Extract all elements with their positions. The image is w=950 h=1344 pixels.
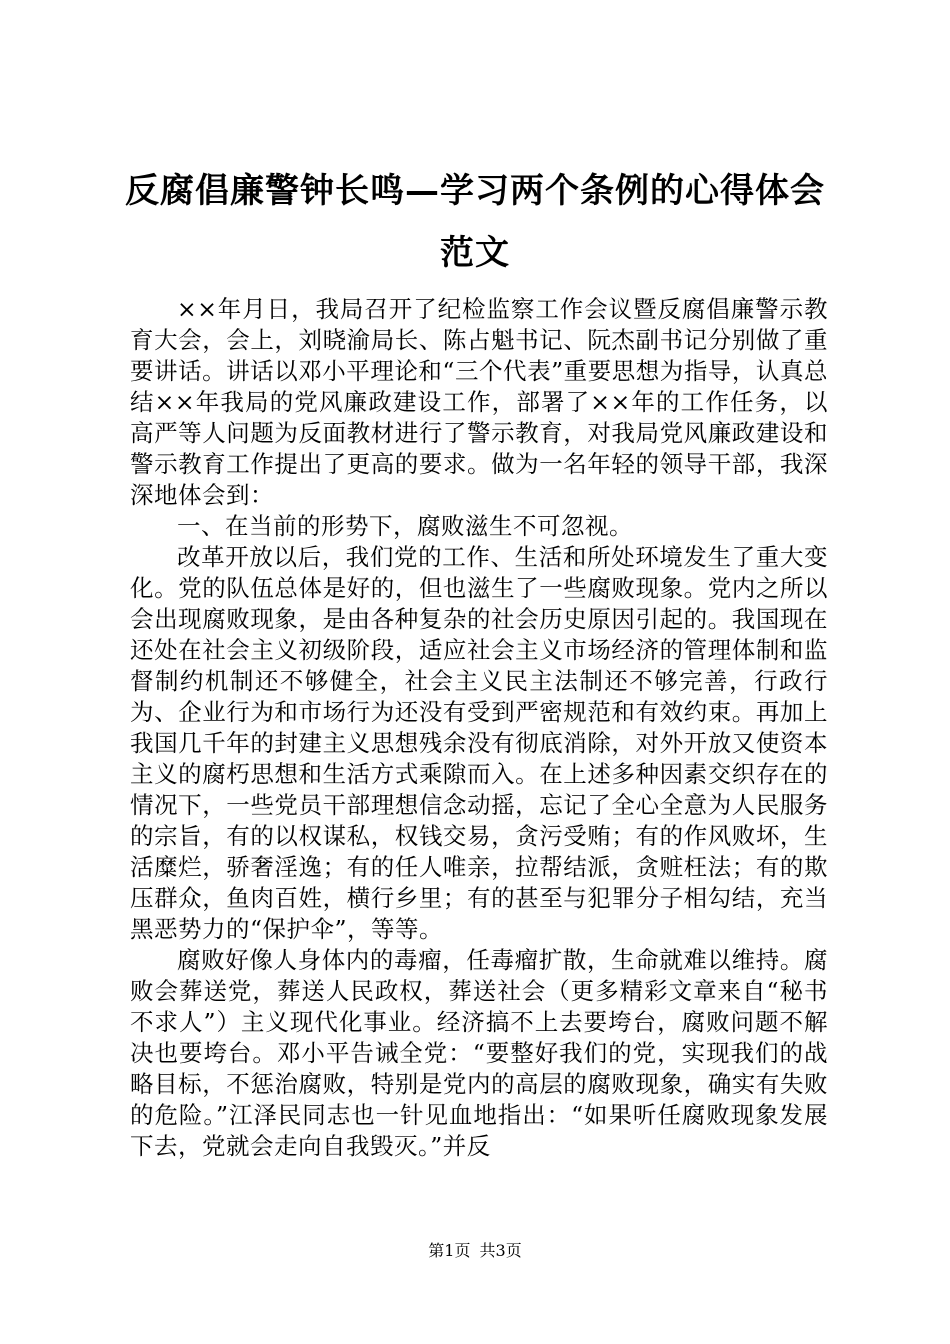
document-body — [130, 294, 828, 1162]
paragraph-harm: 腐败好像人身体内的毒瘤，任毒瘤扩散，生命就难以维持。腐败会葬送党，葬送人民政权，葬送社会（更多精彩文章来自“秘书不求人”）主义现代化事业。经济搞不上去要垮台，腐败问题不解决也要垮台。邓小平告诫全党：“要整好我们的党，实现我们的战略目标，不惩治腐败，特别是党内的高层的腐败现象，确实有失败的危险。”江泽民同志也一针见血地指出：“如果听任腐败现象发展下去，党就会走向自我毁灭。”并反 — [130, 946, 828, 1160]
document-title — [100, 160, 850, 284]
title-line-2: 范文 — [440, 233, 510, 273]
paragraph-causes: 改革开放以后，我们党的工作、生活和所处环境发生了重大变化。党的队伍总体是好的，但也滋生了一些腐败现象。党内之所以会出现腐败现象，是由各种复杂的社会历史原因引起的。我国现在还处在社会主义初级阶段，适应社会主义市场经济的管理体制和监督制约机制还不够健全，社会主义民主法制还不够完善，行政行为、企业行为和市场行为还没有受到严密规范和有效约束。再加上我国几千年的封建主义思想残余没有彻底消除，对外开放又使资本主义的腐朽思想和生活方式乘隙而入。在上述多种因素交织存在的情况下，一些党员干部理想信念动摇，忘记了全心全意为人民服务的宗旨，有的以权谋私，权钱交易，贪污受贿；有的作风败坏，生活糜烂，骄奢淫逸；有的任人唯亲，拉帮结派，贪赃枉法；有的欺压群众，鱼肉百姓，横行乡里；有的甚至与犯罪分子相勾结，充当黑恶势力的“保护伞”，等等。 — [130, 543, 828, 943]
section-heading-1: 一、在当前的形势下，腐败滋生不可忽视。 — [177, 512, 633, 540]
paragraph-intro: ××年月日，我局召开了纪检监察工作会议暨反腐倡廉警示教育大会，会上，刘晓渝局长、陈占魁书记、阮杰副书记分别做了重要讲话。讲话以邓小平理论和“三个代表”重要思想为指导，认真总结××年我局的党风廉政建设工作，部署了××年的工作任务，以高严等人问题为反面教材进行了警示教育，对我局党风廉政建设和警示教育工作提出了更高的要求。做为一名年轻的领导干部，我深深地体会到： — [130, 295, 828, 509]
page-total: 共3页 — [479, 1241, 522, 1260]
page-number: 第1页 — [428, 1241, 471, 1260]
title-line-1: 反腐倡廉警钟长鸣—学习两个条例的心得体会 — [125, 171, 825, 211]
page-footer — [0, 1241, 950, 1261]
